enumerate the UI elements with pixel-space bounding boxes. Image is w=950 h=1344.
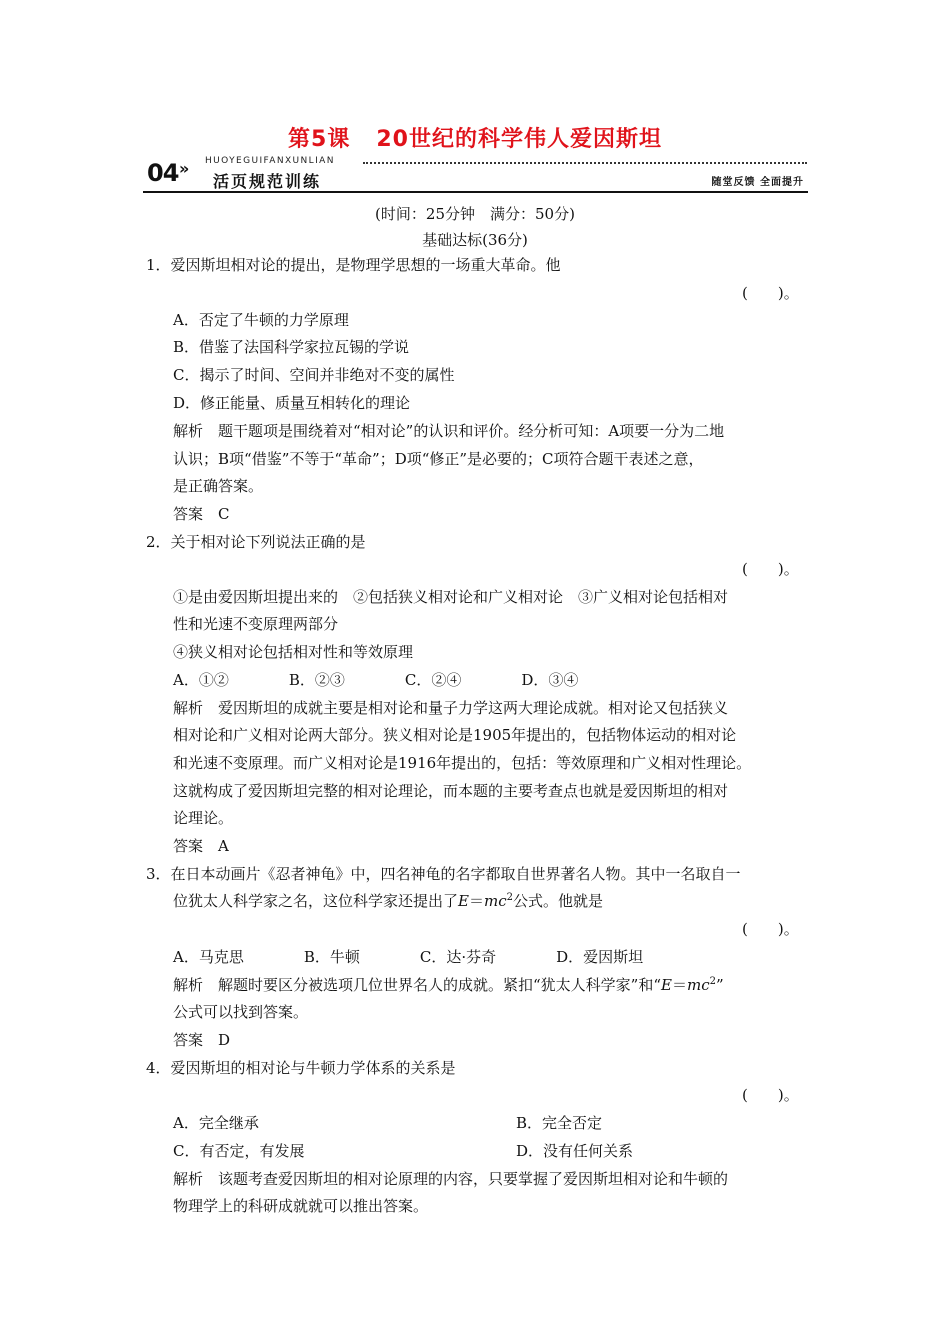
formula-equals-2: ＝ — [671, 976, 687, 994]
q3-stem-1: 3．在日本动画片《忍者神龟》中，四名神龟的名字都取自世界著名人物。其中一名取自一 — [146, 865, 741, 883]
q1-answer-blank: ( )。 — [742, 284, 799, 302]
section-banner — [143, 155, 808, 193]
q2-options: A．①② B．②③ C．②④ D．③④ — [173, 671, 579, 689]
banner-arrow-icon: » — [179, 159, 190, 178]
time-info: (时间：25分钟 满分：50分) — [375, 205, 575, 223]
formula-e-2: E — [661, 976, 672, 994]
q3-answer-blank: ( )。 — [742, 920, 799, 938]
lesson-number: 第5课 — [288, 127, 351, 152]
banner-dotted-line — [363, 162, 807, 164]
q3-stem-2 — [173, 891, 603, 911]
formula-mc: mc — [483, 892, 507, 910]
q3-options: A．马克思 B．牛顿 C．达·芬奇 D．爱因斯坦 — [173, 948, 644, 966]
q2-explanation-5: 论理论。 — [173, 809, 234, 827]
formula-sup: 2 — [506, 892, 513, 903]
banner-number: 04 — [147, 159, 179, 187]
banner-rule — [143, 191, 808, 193]
formula-equals: ＝ — [468, 892, 484, 910]
q1-explanation-2: 认识；B项“借鉴”不等于“革命”；D项“修正”是必要的；C项符合题干表述之意， — [173, 450, 704, 468]
q4-row-1 — [173, 1113, 603, 1133]
q3-stem-2a: 位犹太人科学家之名，这位科学家还提出了 — [173, 892, 459, 910]
q3-explanation-2: 公式可以找到答案。 — [173, 1003, 309, 1021]
q4-answer-blank: ( )。 — [742, 1086, 799, 1104]
q4-explanation-1: 解析 该题考查爱因斯坦的相对论原理的内容，只要掌握了爱因斯坦相对论和牛顿的 — [173, 1170, 729, 1188]
q3-stem-2b: 公式。他就是 — [512, 892, 603, 910]
q1-explanation-1: 解析 题干题项是围绕着对“相对论”的认识和评价。经分析可知：A项要一分为二地 — [173, 422, 725, 440]
formula-e: E — [458, 892, 469, 910]
q2-statement-3: ④狭义相对论包括相对性和等效原理 — [173, 643, 414, 661]
q3-explanation-1a: 解析 解题时要区分被选项几位世界名人的成就。紧扣“犹太人科学家”和“ — [173, 976, 662, 994]
banner-slogan: 随堂反馈 全面提升 — [711, 177, 804, 188]
q4-option-a: A．完全继承 — [173, 1114, 259, 1132]
q1-option-a: A．否定了牛顿的力学原理 — [173, 311, 349, 329]
q1-explanation-3: 是正确答案。 — [173, 477, 264, 495]
q4-option-c: C．有否定，有发展 — [173, 1142, 305, 1160]
q4-stem: 4．爱因斯坦的相对论与牛顿力学体系的关系是 — [146, 1059, 456, 1077]
q2-explanation-2: 相对论和广义相对论两大部分。狭义相对论是1905年提出的，包括物体运动的相对论 — [173, 726, 737, 744]
q1-answer: 答案 C — [173, 505, 230, 523]
q3-answer: 答案 D — [173, 1031, 231, 1049]
q1-option-d: D．修正能量、质量互相转化的理论 — [173, 394, 411, 412]
q1-option-b: B．借鉴了法国科学家拉瓦锡的学说 — [173, 338, 410, 356]
page-title — [0, 122, 950, 153]
q2-explanation-3: 和光速不变原理。而广义相对论是1916年提出的，包括：等效原理和广义相对性理论。 — [173, 754, 752, 772]
q2-explanation-1: 解析 爱因斯坦的成就主要是相对论和量子力学这两大理论成就。相对论又包括狭义 — [173, 699, 729, 717]
formula-mc-2: mc — [686, 976, 710, 994]
q2-statement-1: ①是由爱因斯坦提出来的 ②包括狭义相对论和广义相对论 ③广义相对论包括相对 — [173, 588, 729, 606]
q2-answer: 答案 A — [173, 837, 229, 855]
q1-option-c: C．揭示了时间、空间并非绝对不变的属性 — [173, 366, 455, 384]
q3-explanation-1b: ” — [715, 976, 724, 994]
q4-row-2 — [173, 1141, 634, 1161]
banner-pinyin: HUOYEGUIFANXUNLIAN — [205, 156, 335, 166]
q2-stem: 2．关于相对论下列说法正确的是 — [146, 533, 366, 551]
q1-stem: 1．爱因斯坦相对论的提出，是物理学思想的一场重大革命。他 — [146, 256, 561, 274]
q3-explanation-1 — [173, 975, 724, 995]
q4-explanation-2: 物理学上的科研成就就可以推出答案。 — [173, 1197, 429, 1215]
q2-explanation-4: 这就构成了爱因斯坦完整的相对论理论，而本题的主要考查点也就是爱因斯坦的相对 — [173, 782, 729, 800]
section-heading: 基础达标(36分) — [422, 231, 528, 249]
q2-statement-2: 性和光速不变原理两部分 — [173, 615, 339, 633]
lesson-title: 20世纪的科学伟人爱因斯坦 — [376, 127, 662, 152]
q4-option-b: B．完全否定 — [516, 1114, 603, 1132]
banner-name: 活页规范训练 — [213, 172, 322, 191]
q4-option-d: D．没有任何关系 — [516, 1142, 634, 1160]
q2-answer-blank: ( )。 — [742, 560, 799, 578]
formula-sup-2: 2 — [709, 976, 716, 987]
